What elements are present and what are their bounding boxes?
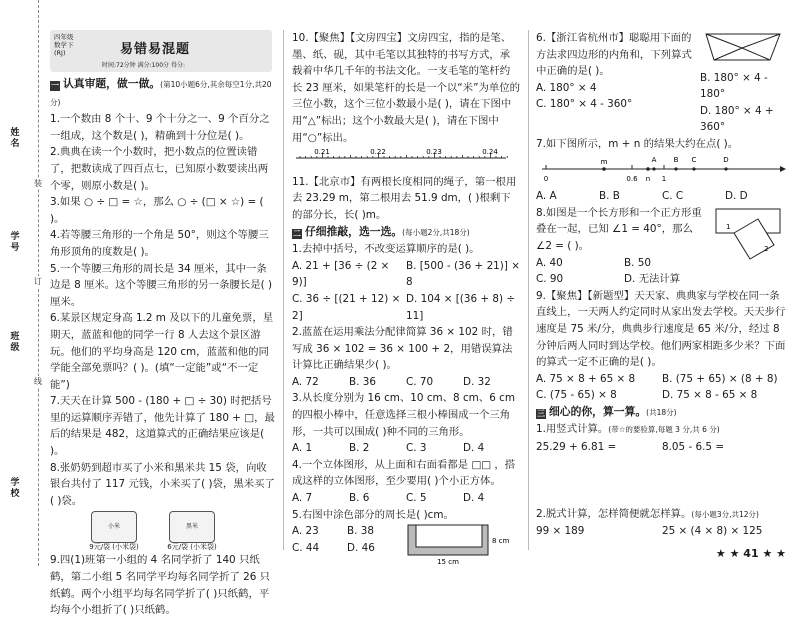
option-d: D. 46 [347, 541, 375, 554]
question-1-9: 9.四(1)班第一小组的 4 名同学折了 140 只纸鹤，第二小组 5 名同学平均每名同学折了 26 只纸鹤。两个小组平均每名同学折了( )只纸鹤，平均每个小组折了( )只纸鹤。 [50, 554, 271, 617]
section-2-heading: 二 仔细推敲，选一选。(每小题2分,共18分) [293, 224, 470, 238]
question-1-5: 5.一个等腰三角形的周长是 34 厘米，其中一条边是 8 厘米。这个等腰三角形的另一条腰长是( )厘米。 [50, 262, 273, 308]
option-c: C. 36 ÷ [(21 + 12) × 2] [292, 292, 401, 322]
option-a: A. 40 [536, 256, 563, 269]
option-c: C. 3 [406, 442, 427, 455]
options-2-9b [536, 387, 788, 404]
options-2-8a [536, 255, 712, 272]
question-1-2: 2.典典在读一个小数时，把小数点的位置读错了，把数读成了四百点七，已知原小数要读出两个零，则原小数是( )。 [50, 146, 269, 192]
option-a: A. 75 × 8 + 65 × 8 [536, 372, 636, 385]
question-2-9: 9.【聚焦】【新题型】天天家、典典家与学校在同一条直线上，一天两人约定同时从家出发去学校。天天步行速度是 75 米/分，典典步行速度是 65 米/分，经过 8 分钟后两人同时到达学校。他们两家相距多少米？下面的算式一定不正确的是( )。 [536, 289, 786, 369]
time-score-info: 时间:72分钟 满分:100分 得分: [102, 62, 185, 69]
question-1-11: 11.【北京市】有两根长度相同的绳子，第一根用去 23.29 m，第二根用去 51.9 dm，( )根剩下的部分长，长( )m。 [292, 175, 517, 221]
cut-mark-2: 订 [34, 277, 42, 286]
options-2-1b [292, 291, 520, 324]
binding-strip [0, 0, 44, 566]
option-d: D. 104 × [(36 + 8) ÷ 11] [406, 292, 516, 322]
option-c: C. (75 - 65) × 8 [536, 389, 617, 402]
worksheet-header [50, 30, 272, 72]
question-1-4: 4.若等腰三角形的一个角是 50°，则这个等腰三角形顶角的度数是( )。 [50, 229, 269, 258]
section-1-note: (第10小题6分,其余每空1分,共20分) [50, 80, 272, 107]
calc-2-note: (每小题3分,共12分) [691, 509, 759, 519]
question-1-7: 7.天天在计算 500 - (180 + □ ÷ 30) 时把括号里的运算顺序弄错了，他先计算了 180 + □，最后的结果是 482，这道算式的正确结果应该是( )。 [50, 395, 275, 458]
grade-badge: 四年级 数学下 (RJ) [54, 33, 74, 57]
question-2-5: 5.右图中涂色部分的周长是( )cm。 [292, 508, 454, 521]
question-1-6: 6.某景区规定身高 1.2 m 及以下的儿童免票，星期天，蓝蓝和他的同学一行 8 人去这个景区游玩。他们的平均身高是 120 cm，蓝蓝和他的同学能全部免票吗？( )。(填“一定能”或“不一定能”) [50, 312, 274, 391]
question-2-7: 7.如下图所示，m + n 的结果大约在点( )。 [536, 137, 739, 150]
ruler-label-023: 0.23 [426, 148, 442, 157]
options-2-5 [292, 523, 402, 565]
option-c: C. 90 [536, 273, 564, 286]
work-space [536, 456, 788, 506]
question-2-1: 1.去掉中括号，不改变运算顺序的是( )。 [292, 243, 480, 256]
section-icon: 二 [293, 228, 301, 238]
question-2-2: 2.蓝蓝在运用乘法分配律简算 36 × 102 时，错写成 36 × 102 = 36 × 100 + 2，用错误算法计算比正确结果少( )。 [292, 326, 513, 372]
option-b: B. [500 - (36 + 21)] × 8 [406, 259, 520, 289]
calc-2b: 25 × (4 × 8) × 125 [662, 525, 763, 538]
nl-point-a: A [651, 155, 657, 164]
option-b: B. B [599, 190, 620, 203]
options-2-2 [292, 374, 520, 391]
option-b: B. 180° × 4 - 180° [700, 71, 768, 101]
column-divider-2 [528, 30, 529, 550]
calc-1a: 25.29 + 6.81 = [536, 441, 617, 454]
options-2-3 [292, 440, 520, 457]
ruler-label-024: 0.24 [482, 148, 498, 157]
option-a: A. A [536, 190, 557, 203]
options-2-8b [536, 271, 712, 288]
section-3-heading: 三 细心的你，算一算。(共18分) [537, 404, 677, 418]
millet-price: 9元/袋 (小米袋) [89, 543, 139, 552]
ruler-number-line [292, 146, 512, 168]
black-rice-price: 6元/袋 (小米袋) [167, 543, 217, 552]
right-column [536, 30, 788, 540]
option-d: D. 无法计算 [624, 273, 681, 286]
worksheet-title: 易错易混题 [120, 42, 191, 57]
cut-mark-3: 线 [34, 377, 42, 386]
black-rice-bag-icon: 黑米 [169, 511, 215, 543]
angle-1-label: 1 [726, 222, 731, 231]
option-c: C. 44 [292, 541, 320, 554]
option-d: D. 32 [463, 375, 491, 388]
option-b: B. 2 [349, 442, 370, 455]
question-1-1: 1.一个数由 8 个十、9 个十分之一、9 个百分之一组成，这个数是( )，精确到十分位是( )。 [50, 113, 270, 142]
nl-point-c: C [691, 155, 697, 164]
page-number: ★ ★ 41 ★ ★ [715, 547, 786, 560]
cut-mark-1: 装 [34, 179, 42, 188]
option-d: D. 4 [463, 442, 485, 455]
nl-point-b: B [673, 155, 679, 164]
ruler-label-021: 0.21 [314, 148, 330, 157]
option-b: B. 38 [347, 525, 374, 538]
question-2-5-body [292, 523, 520, 565]
question-2-4: 4.一个立体图形，从上面和右面看都是 □□ ，搭成这样的立体图形，至少要用( )个小正方体。 [292, 458, 516, 488]
number-line [536, 153, 786, 183]
name-label: 姓名 [10, 128, 20, 149]
dim-width-label: 15 cm [437, 558, 459, 567]
option-b: B. 50 [624, 256, 651, 269]
section-icon: 三 [537, 408, 545, 418]
option-b: B. 6 [349, 492, 370, 505]
option-a: A. 1 [292, 442, 313, 455]
option-a: A. 7 [292, 492, 313, 505]
calc-2a: 99 × 189 [536, 525, 585, 538]
school-label: 学校 [10, 478, 20, 499]
question-1-8: 8.张奶奶到超市买了小米和黑米共 15 袋，向收银台共付了 117 元钱，小米买了( )袋，黑米买了( )袋。 [50, 461, 275, 507]
calc-1-items [536, 439, 788, 456]
question-1-3: 3.如果 ○ ÷ □ = ☆，那么 ○ ÷ (□ × ☆) = ( )。 [50, 196, 264, 225]
shaded-figure [402, 523, 512, 565]
option-c: C. 5 [406, 492, 427, 505]
option-a: A. 72 [292, 375, 319, 388]
question-1-10: 10.【聚焦】【文房四宝】文房四宝，指的是笔、墨、纸、砚，其中毛笔以其独特的书写方式，承载着中华几千年的书法文化。一支毛笔的笔杆约长 23 厘米，如果笔杆的长是一个以“米”为单位的三位小数，这个三位小数最小是( )，请在下图中用“△”标出；这个小数最大是( )，请在下图中用“○”标出。 [292, 32, 521, 144]
options-2-9a [536, 371, 788, 388]
calc-1: 1.用竖式计算。(带☆的要验算,每题 3 分,共 6 分) [536, 423, 720, 436]
options-2-1a [292, 258, 520, 291]
question-2-6: 6.【浙江省杭州市】聪聪用下面的方法求四边形的内角和，下列算式中正确的是( )。 [536, 32, 692, 78]
price-pictures [84, 511, 276, 552]
option-c: C. C [662, 190, 684, 203]
student-id-label: 学号 [10, 232, 20, 253]
nl-label-1: 1 [661, 174, 667, 183]
calc-2-items [536, 523, 788, 540]
overlap-figure [712, 205, 786, 265]
option-b: B. 36 [349, 375, 376, 388]
question-2-8: 8.如图是一个长方形和一个正方形重叠在一起，已知 ∠1 = 40°，那么 ∠2 = ( )。 [536, 206, 702, 252]
option-d: D. 180° × 4 + 360° [700, 104, 774, 134]
millet-bag-icon: 小米 [91, 511, 137, 543]
question-2-8-block [536, 205, 788, 288]
calc-1-note: (带☆的要验算,每题 3 分,共 6 分) [608, 425, 720, 435]
option-a: A. 180° × 4 [536, 81, 597, 94]
millet-item [84, 511, 144, 552]
option-a: A. 21 + [36 ÷ (2 × 9)] [292, 259, 390, 289]
option-a: A. 23 [292, 525, 319, 538]
section-icon: 一 [51, 81, 59, 90]
question-2-3: 3.从长度分别为 16 cm、10 cm、8 cm、6 cm 的四根小棒中，任意选择三根小棒围成一个三角形，一共可以围成( )种不同的三角形。 [292, 392, 515, 438]
left-column [50, 76, 276, 619]
option-d: D. D [725, 190, 748, 203]
dim-height-label: 8 cm [492, 537, 510, 546]
section-1-heading: 一 认真审题，做一做。(第10小题6分,其余每空1分,共20分) [50, 77, 272, 107]
nl-label-06: 0.6 [626, 174, 638, 183]
class-label: 班级 [10, 332, 20, 353]
option-d: D. 75 × 8 - 65 × 8 [662, 389, 758, 402]
quadrilateral-figure [700, 30, 786, 64]
middle-column [292, 30, 520, 565]
nl-point-d: D [723, 155, 729, 164]
option-d: D. 4 [463, 492, 485, 505]
calc-2: 2.脱式计算，怎样简便就怎样算。(每小题3分,共12分) [536, 507, 759, 520]
nl-point-n: n [645, 174, 651, 183]
calc-1b: 8.05 - 6.5 = [662, 441, 725, 454]
option-c: C. 180° × 4 - 360° [536, 98, 633, 111]
column-divider-1 [283, 30, 284, 550]
options-2-7 [536, 188, 788, 205]
angle-2-label: 2 [764, 244, 769, 253]
options-2-4 [292, 490, 520, 507]
section-3-note: (共18分) [646, 407, 677, 417]
nl-point-m: m [600, 157, 608, 166]
nl-label-0: 0 [543, 174, 549, 183]
option-c: C. 70 [406, 375, 434, 388]
question-2-6-block [536, 30, 788, 136]
option-b: B. (75 + 65) × (8 + 8) [662, 372, 778, 385]
section-2-note: (每小题2分,共18分) [402, 227, 470, 237]
ruler-label-022: 0.22 [370, 148, 386, 157]
ruler-ticks [300, 153, 507, 158]
black-rice-item [162, 511, 222, 552]
